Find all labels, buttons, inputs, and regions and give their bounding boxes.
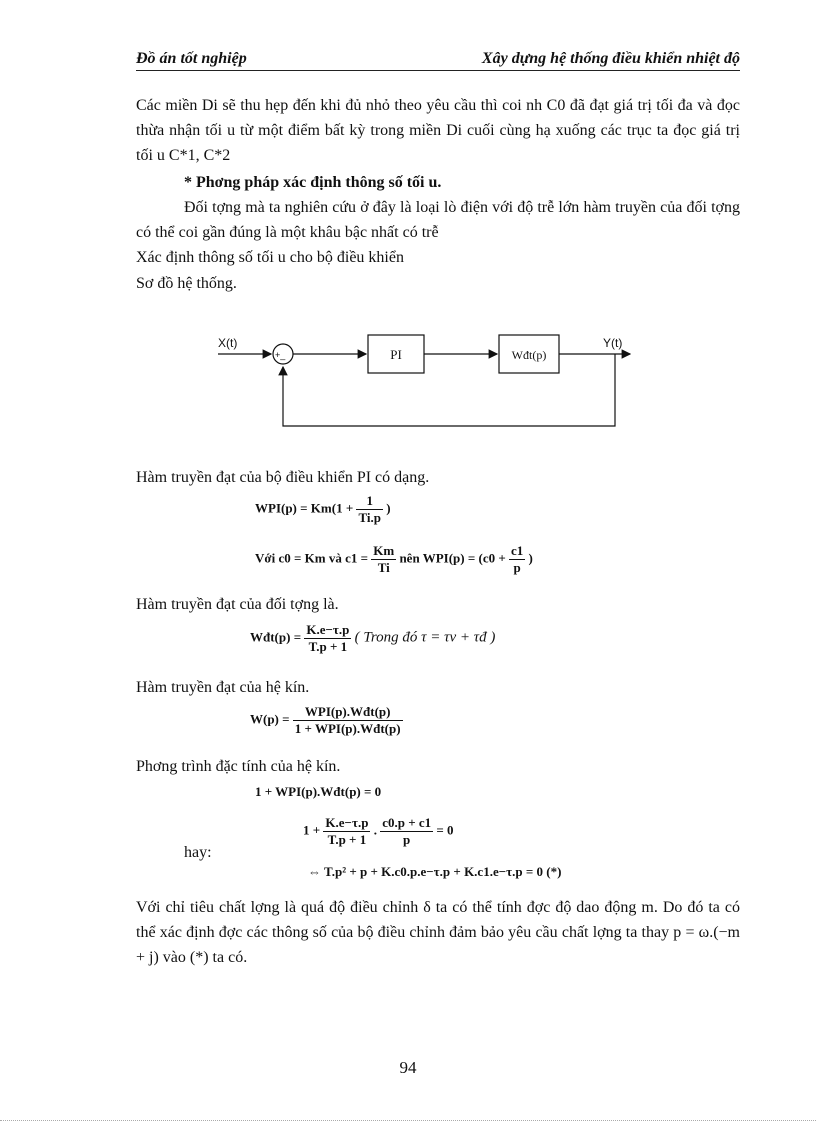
feedback-line <box>283 354 615 426</box>
text-pi-transfer: Hàm truyền đạt của bộ điều khiển PI có dạng. <box>136 469 430 486</box>
header-left: Đồ án tốt nghiệp <box>136 50 247 67</box>
equation-closed-loop: W(p) = $\frac{\text{WPI(p).Wđt(p)}}{\text{1 + WPI(p).Wđt(p)}}$ <box>250 704 401 736</box>
equation-coefficients: Với c0 = Km và c1 = $\frac{Km}{Ti}$ nên WPI(p) = (c0 + $\frac{c1}{p}$ ) <box>255 543 533 575</box>
label-hay: hay: <box>184 844 212 861</box>
block-diagram <box>210 325 650 435</box>
paragraph-1: Các miền Di sẽ thu hẹp đến khi đủ nhỏ theo yêu cầu thì coi nh C0 đã đạt giá trị tối đa và đọc thừa nhận tối u từ một điểm bất kỳ trong miền Di cuối cùng hạ xuống các trục ta đọc giá trị tối u C*1, C*2 <box>136 97 740 164</box>
pi-label: PI <box>390 347 402 362</box>
equation-hay-1: 1 + $\frac{K.e-\tau.p}{T.p + 1}$ . $\frac{c0.p + c1}{p}$ = 0 <box>303 815 454 847</box>
section-heading: * Phơng pháp xác định thông số tối u. <box>184 174 442 191</box>
page-number: 94 <box>399 1058 417 1077</box>
text-characteristic: Phơng trình đặc tính của hệ kín. <box>136 758 341 775</box>
sum-sign: +_ <box>275 350 286 360</box>
footer-divider <box>0 1120 816 1121</box>
paragraph-last: Với chỉ tiêu chất lợng là quá độ điều chỉnh δ ta có thể tính đợc độ dao động m. Do đó ta có thể xác định đợc các thông số của bộ điều chỉnh đảm bảo yêu cầu chất lợng ta thay p = ω.(−m + j) vào (*) ta có. <box>136 899 740 966</box>
text-object-transfer: Hàm truyền đạt của đối tợng là. <box>136 596 339 613</box>
input-label: X(t) <box>218 336 238 350</box>
paragraph-2: Đối tợng mà ta nghiên cứu ở đây là loại lò điện với độ trễ lớn hàm truyền của đối tợng có thể coi gần đúng là một khâu bậc nhất có trễ <box>136 199 740 241</box>
page-header <box>136 48 740 71</box>
line-system-diagram: Sơ đồ hệ thống. <box>136 275 237 292</box>
header-right: Xây dựng hệ thống điều khiển nhiệt độ <box>481 50 740 67</box>
output-label: Y(t) <box>603 336 623 350</box>
equation-hay-2: ⇔ T.p² + p + K.c0.p.e−τ.p + K.c1.e−τ.p = 0 (*) <box>308 864 562 879</box>
equation-object: Wđt(p) = $\frac{K.e-\tau.p}{T.p + 1}$ ( Trong đó τ = τv + τđ ) <box>250 622 496 654</box>
plant-label: Wđt(p) <box>511 348 547 362</box>
equation-pi: WPI(p) = Km(1 + $\frac{1}{Ti.p}$ ) <box>255 493 391 525</box>
equation-characteristic: 1 + WPI(p).Wđt(p) = 0 <box>255 784 382 799</box>
line-optimal-params: Xác định thông số tối u cho bộ điều khiển <box>136 249 404 266</box>
text-closed-loop: Hàm truyền đạt của hệ kín. <box>136 679 310 696</box>
